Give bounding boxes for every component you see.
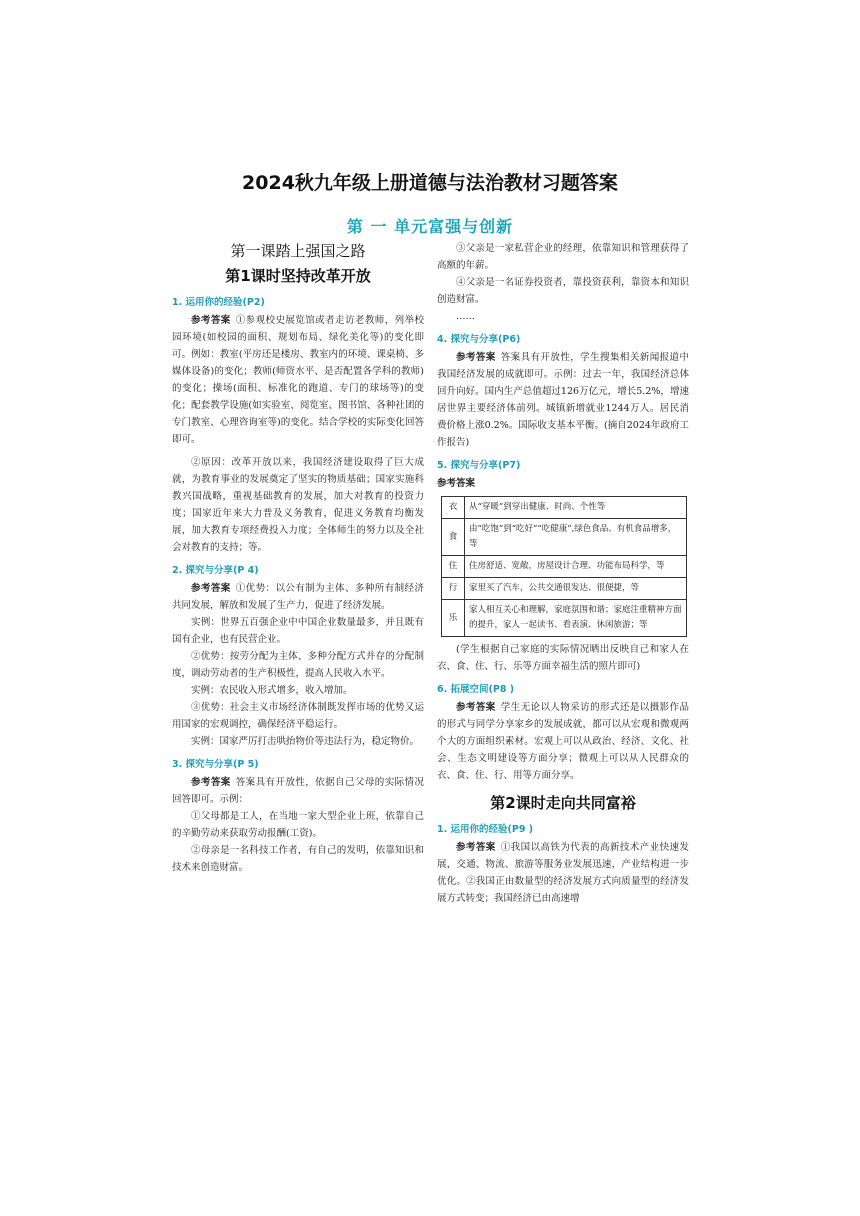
section-2-paragraph-3: ②优势：按劳分配为主体、多种分配方式并存的分配制度，调动劳动者的生产积极性，提高人民收入水平。 [172,651,424,679]
section-2-heading: 2. 探究与分享(P 4) [172,565,259,576]
table-row [442,578,687,600]
section-6-answer: 参考答案 学生无论以人物采访的形式还是以摄影作品的形式与同学分享家乡的发展成就，都可以从宏观和微观两个大的方面组织素材。宏观上可以从政治、经济、文化、社会、生态文明建设等方面分享；微观上可以从人民群众的衣、食、住、行、用等方面分享。 [437,702,689,781]
section-1-answer: 参考答案 ①参观校史展览馆或者走访老教师，列举校园环境(如校园的面积、规划布局、绿化美化等)的变化即可。例如：教室(平房还是楼房、教室内的环境、课桌椅、多媒体设备)的变化；教师(师资水平、是否配置各学科的教师)的变化；操场(面积、标准化的跑道、专门的球场等)的变化；配套教学设施(如实验室、阅览室、图书馆、各种社团的专门教室、心理咨询室等)的变化。结合学校的实际变化回答即可。 [172,315,424,445]
table-cell-key: 住 [442,556,465,578]
left-column [172,240,424,876]
section-7-answer: 参考答案 ①我国以高铁为代表的高新技术产业快速发展，交通、物流、旅游等服务业发展迅速，产业结构进一步优化。②我国正由数量型的经济发展方式向质量型的经济发展方式转变；我国经济已由高速增 [437,842,689,904]
section-2-paragraph-2: 实例：世界五百强企业中中国企业数量最多，并且既有国有企业，也有民营企业。 [172,617,424,645]
period-2-title: 第2课时走向共同富裕 [490,794,636,812]
reference-answer-label: 参考答案 [191,583,231,594]
reference-answer-label: 参考答案 [191,777,231,788]
table-cell-key: 衣 [442,497,465,519]
table-cell-value: 住房舒适、宽敞，房屋设计合理、功能布局科学，等 [465,556,687,578]
section-2-answer: 参考答案 ①优势：以公有制为主体、多种所有制经济共同发展，解放和发展了生产力，促进了经济发展。 [172,583,424,611]
section-3-heading: 3. 探究与分享(P 5) [172,759,259,770]
section-7-heading: 1. 运用你的经验(P9 ) [437,824,534,835]
right-column [437,240,689,907]
section-5-note: (学生根据自己家庭的实际情况晒出反映自己和家人在衣、食、住、行、乐等方面幸福生活的照片即可) [437,644,689,672]
section-2-paragraph-4: 实例：农民收入形式增多，收入增加。 [191,685,353,696]
section-4-heading: 4. 探究与分享(P6) [437,334,521,345]
table-row [442,519,687,556]
section-3-paragraph-4: ③父亲是一家私营企业的经理，依靠知识和管理获得了高额的年薪。 [437,243,689,271]
table-cell-key: 行 [442,578,465,600]
document-title: 2024秋九年级上册道德与法治教材习题答案 [242,172,618,194]
section-2-paragraph-5: ③优势：社会主义市场经济体制既发挥市场的优势又运用国家的宏观调控，确保经济平稳运行。 [172,702,424,730]
section-6-heading: 6. 拓展空间(P8 ) [437,684,515,695]
reference-answer-label: 参考答案 [456,702,496,713]
section-3-paragraph-2: ①父母都是工人，在当地一家大型企业上班，依靠自己的辛勤劳动来获取劳动报酬(工资)。 [172,811,424,839]
table-row [442,600,687,637]
lesson-title: 第一课踏上强国之路 [230,242,366,260]
table-cell-value: 家里买了汽车，公共交通很发达、很便捷，等 [465,578,687,600]
table-cell-value: 从“穿暖”到穿出健康、时尚、个性等 [465,497,687,519]
section-3-paragraph-3: ②母亲是一名科技工作者，有自己的发明，依靠知识和技术来创造财富。 [172,845,424,873]
section-3-paragraph-5: ④父亲是一名证券投资者，靠投资获利，靠资本和知识创造财富。 [437,277,689,305]
table-row [442,497,687,519]
section-1-paragraph-2: ②原因：改革开放以来，我国经济建设取得了巨大成就，为教育事业的发展奠定了坚实的物质基础；国家实施科教兴国战略，重视基础教育的发展，加大对教育的投资力度；国家近年来大力普及义务教育，促进义务教育均衡发展，加大教育专项经费投入力度；全体师生的努力以及全社会对教育的支持；等。 [172,457,424,553]
section-3-ellipsis: …… [456,311,475,322]
section-2-paragraph-6: 实例：国家严厉打击哄抬物价等违法行为，稳定物价。 [191,736,420,747]
section-4-answer: 参考答案 答案具有开放性，学生搜集相关新闻报道中我国经济发展的成就即可。示例：过去一年，我国经济总体回升向好。国内生产总值超过126万亿元，增长5.2%，增速居世界主要经济体前列。城镇新增就业1244万人。居民消费价格上涨0.2%。国际收支基本平衡。(摘自2024年政府工作报告) [437,352,689,448]
period-1-title: 第1课时坚持改革开放 [225,267,371,285]
table-cell-value: 由“吃饱”到“吃好”“吃健康”,绿色食品、有机食品增多，等 [465,519,687,556]
reference-answer-label: 参考答案 [456,842,496,853]
table-row [442,556,687,578]
reference-answer-label: 参考答案 [456,352,496,363]
reference-answer-label: 参考答案 [191,315,231,326]
table-cell-key: 乐 [442,600,465,637]
life-changes-table [441,496,687,637]
section-3-answer: 参考答案 答案具有开放性，依据自己父母的实际情况回答即可。示例： [172,777,424,805]
unit-title: 第 一 单元富强与创新 [346,217,514,236]
section-1-heading: 1. 运用你的经验(P2) [172,297,265,308]
section-5-heading: 5. 探究与分享(P7) [437,460,521,471]
section-5-answer-label: 参考答案 [437,478,476,489]
table-cell-key: 食 [442,519,465,556]
table-cell-value: 家人相互关心和理解，家庭氛围和谐；家庭注重精神方面的提升，家人一起读书、看表演、休闲旅游；等 [465,600,687,637]
